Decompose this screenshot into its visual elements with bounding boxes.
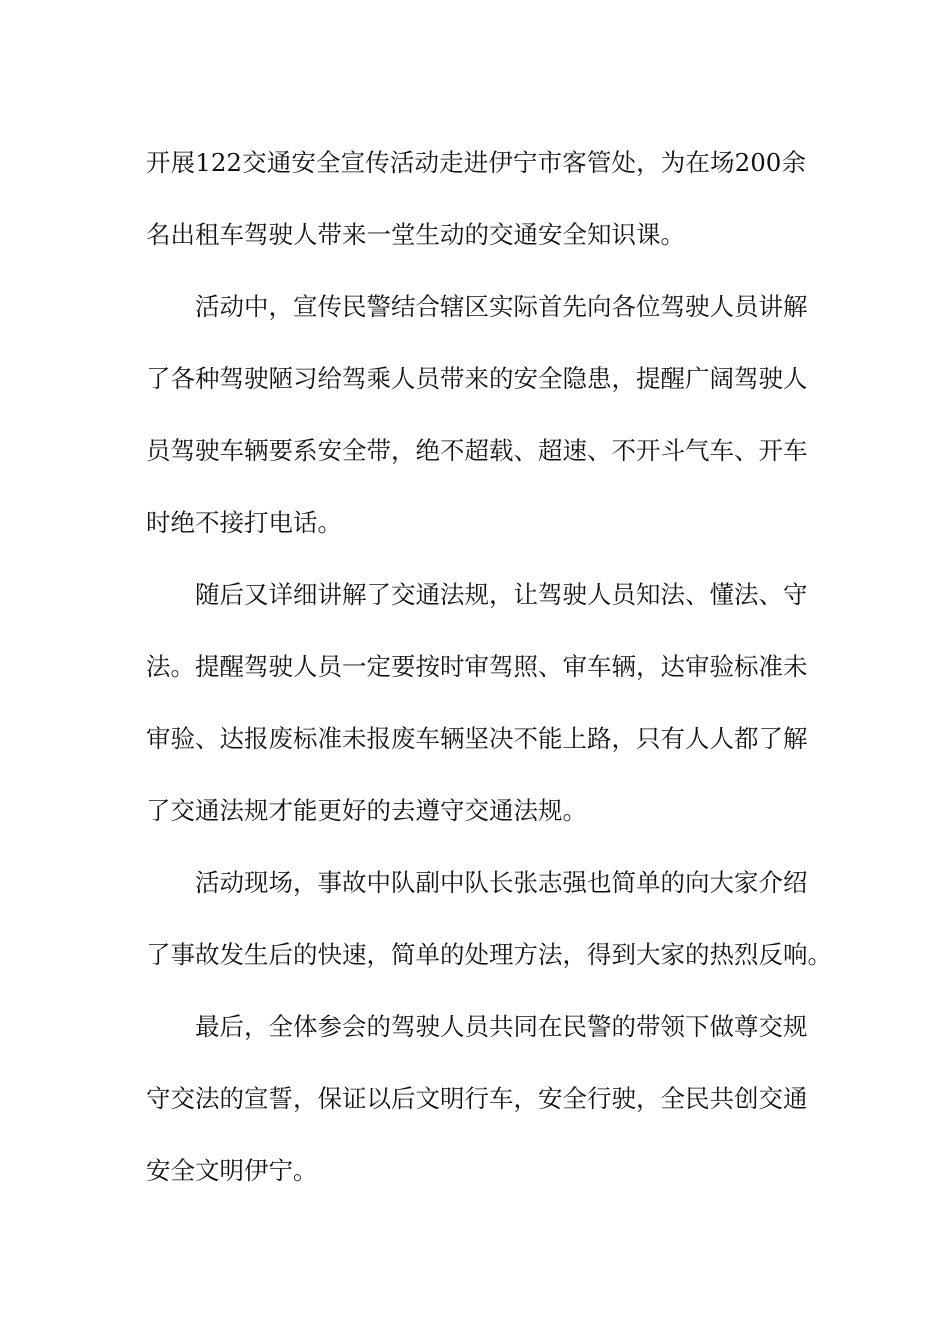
text-line: 随后又详细讲解了交通法规，让驾驶人员知法、懂法、守 [195,580,808,609]
text-line: 活动现场，事故中队副中队长张志强也简单的向大家介绍 [195,868,808,897]
text-line: 安全文明伊宁。 [146,1156,318,1185]
text-line: 守交法的宣誓，保证以后文明行车，安全行驶，全民共创交通 [146,1084,808,1113]
text-line: 审验、达报废标准未报废车辆坚决不能上路，只有人人都了解 [146,724,808,753]
body-text [146,127,832,1207]
text-line: 了各种驾驶陋习给驾乘人员带来的安全隐患，提醒广阔驾驶人 [146,364,808,393]
text-line: 了交通法规才能更好的去遵守交通法规。 [146,796,587,825]
text-line: 时绝不接打电话。 [146,508,342,537]
text-line: 员驾驶车辆要系安全带，绝不超载、超速、不开斗气车、开车 [146,436,808,465]
text-line: 名出租车驾驶人带来一堂生动的交通安全知识课。 [146,220,685,249]
text-line: 开展122交通安全宣传活动走进伊宁市客管处，为在场200余 [146,148,806,177]
text-line: 最后，全体参会的驾驶人员共同在民警的带领下做尊交规 [195,1012,808,1041]
text-line: 活动中，宣传民警结合辖区实际首先向各位驾驶人员讲解 [195,292,808,321]
text-line: 法。提醒驾驶人员一定要按时审驾照、审车辆，达审验标准未 [146,652,808,681]
text-line: 了事故发生后的快速，简单的处理方法，得到大家的热烈反响。 [146,940,832,969]
